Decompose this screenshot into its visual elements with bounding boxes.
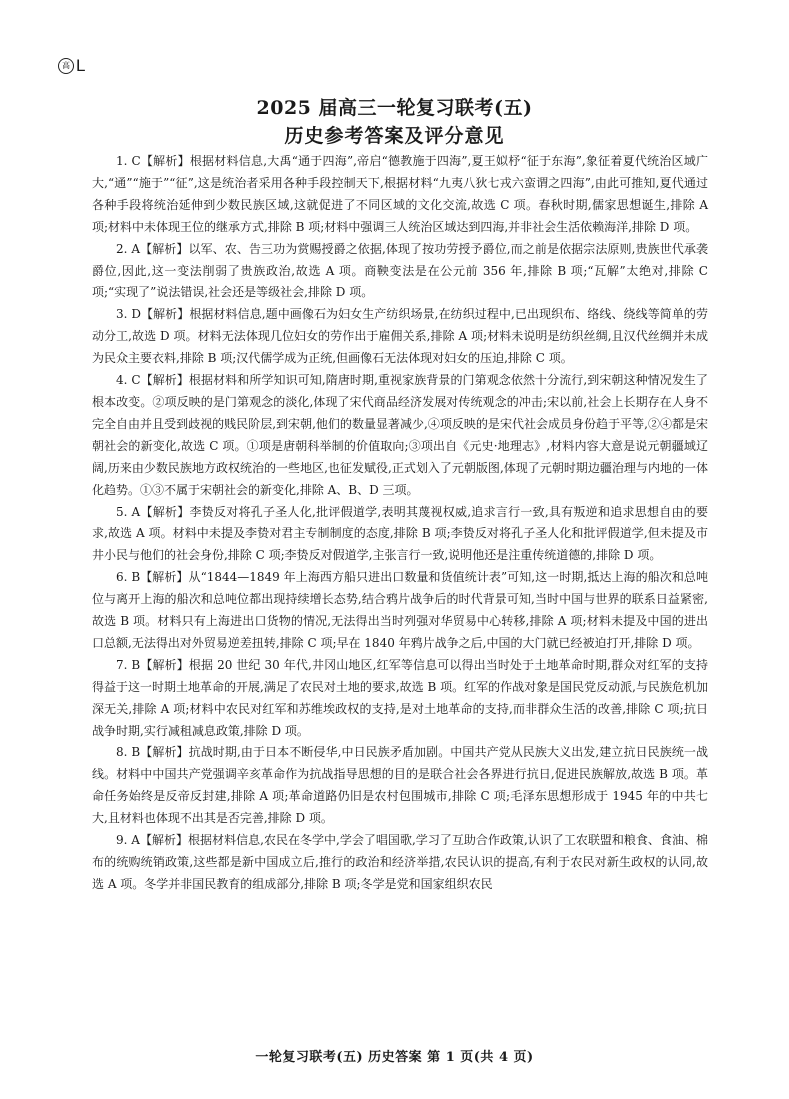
answer-item-7: 7. B【解析】根据 20 世纪 30 年代,井冈山地区,红军等信息可以得出当时处于土地革命时期,群众对红军的支持得益于这一时期土地革命的开展,满足了农民对土地的要求,故选 B 项。红军的作战对象是国民党反动派,与民族危机加深无关,排除 A 项;材料中农民对红军和苏维埃政权的支持,是对土地革命的支持,而非群众生活的改善,排除 C 项;抗日战争时期,实行减租减息政策,排除 D 项。 [92,657,708,738]
answer-item-4: 4. C【解析】根据材料和所学知识可知,隋唐时期,重视家族背景的门第观念依然十分流行,到宋朝这种情况发生了根本改变。②项反映的是门第观念的淡化,体现了宋代商品经济发展对传统观念的冲击;宋以前,社会上长期存在人身不完全自由并且受到歧视的贱民阶层,到宋朝,他们的数量显著减少,④项反映的是宋代社会成员身份趋于平等,②④都是宋朝社会的新变化,故选 C 项。①项是唐朝科举制的价值取向;③项出自《元史·地理志》,材料内容大意是说元朝疆域辽阔,历来由少数民族地方政权统治的一些地区,也征发赋役,正式划入了元朝版图,体现了元朝时期边疆治理与内地的一体化趋势。①③不属于宋朝社会的新变化,排除 A、B、D 三项。 [92,373,708,497]
answer-item-6: 6. B【解析】从“1844—1849 年上海西方船只进出口数量和货值统计表”可知,这一时期,抵达上海的船次和总吨位与离开上海的船次和总吨位都出现持续增长态势,结合鸦片战争后的时代背景可知,当时中国与世界的联系日益紧密,故选 B 项。材料只有上海进出口货物的情况,无法得出当时列强对华贸易中心转移,排除 A 项;材料未提及中国的进出口总额,无法得出对外贸易逆差扭转,排除 C 项;早在 1840 年鸦片战争之后,中国的大门就已经被迫打开,排除 D 项。 [92,570,708,650]
corner-letter: L [76,56,86,75]
seal-icon: 高 [58,58,74,74]
answer-content [92,151,708,896]
page-subtitle: 历史参考答案及评分意见 [284,125,505,147]
answer-item-1: 1. C【解析】根据材料信息,大禹“通于四海”,帝启“德教施于四海”,夏王姒杼“征于东海”,象征着夏代统治区域广大,“通”“施于”“征”,这是统治者采用各种手段控制天下,根据材料“九夷八狄七戎六蛮谓之四海”,由此可推知,夏代通过各种手段将统治延伸到少数民族区域,这就促进了不同区域的文化交流,故选 C 项。春秋时期,儒家思想诞生,排除 A 项;材料中未体现王位的继承方式,排除 B 项;材料中强调三人统治区域达到四海,并非社会生活依赖海洋,排除 D 项。 [92,154,708,234]
answer-item-2: 2. A【解析】以军、农、告三功为赏赐授爵之依据,体现了按功劳授予爵位,而之前是依据宗法原则,贵族世代承袭爵位,因此,这一变法削弱了贵族政治,故选 A 项。商鞅变法是在公元前 356 年,排除 B 项;“瓦解”太绝对,排除 C 项;“实现了”说法错误,社会还是等级社会,排除 D 项。 [92,241,708,300]
corner-mark [58,56,85,76]
answer-item-3: 3. D【解析】根据材料信息,题中画像石为妇女生产纺织场景,在纺织过程中,已出现织布、络线、绕线等简单的劳动分工,故选 D 项。材料无法体现几位妇女的劳作出于雇佣关系,排除 A 项;材料未说明是纺织丝绸,且汉代丝绸并未成为民众主要衣料,排除 B 项;汉代儒学成为正统,但画像石无法体现对妇女的压迫,排除 C 项。 [92,307,708,366]
page-footer: 一轮复习联考(五) 历史答案 第 1 页(共 4 页) [255,1050,534,1065]
page-title: 2025 届高三一轮复习联考(五) [256,97,533,119]
answer-item-9: 9. A【解析】根据材料信息,农民在冬学中,学会了唱国歌,学习了互助合作政策,认识了工农联盟和粮食、食油、棉布的统购统销政策,这些都是新中国成立后,推行的政治和经济举措,农民认识的提高,有利于农民对新生政权的认同,故选 A 项。冬学并非国民教育的组成部分,排除 B 项;冬学是党和国家组织农民 [92,833,708,891]
answer-item-5: 5. A【解析】李贽反对将孔子圣人化,批评假道学,表明其蔑视权威,追求言行一致,具有叛逆和追求思想自由的要求,故选 A 项。材料中未提及李贽对君主专制制度的态度,排除 B 项;李贽反对将孔子圣人化和批评假道学,但未提及市井小民与他们的社会身份,排除 C 项;李贽反对假道学,主张言行一致,说明他还是注重传统道德的,排除 D 项。 [92,504,708,563]
answer-item-8: 8. B【解析】抗战时期,由于日本不断侵华,中日民族矛盾加剧。中国共产党从民族大义出发,建立抗日民族统一战线。材料中中国共产党强调辛亥革命作为抗战指导思想的目的是联合社会各界进行抗日,促进民族解放,故选 B 项。革命任务始终是反帝反封建,排除 A 项;革命道路仍旧是农村包围城市,排除 C 项;毛泽东思想形成于 1945 年的中共七大,且材料也体现不出其是否完善,排除 D 项。 [92,745,708,826]
